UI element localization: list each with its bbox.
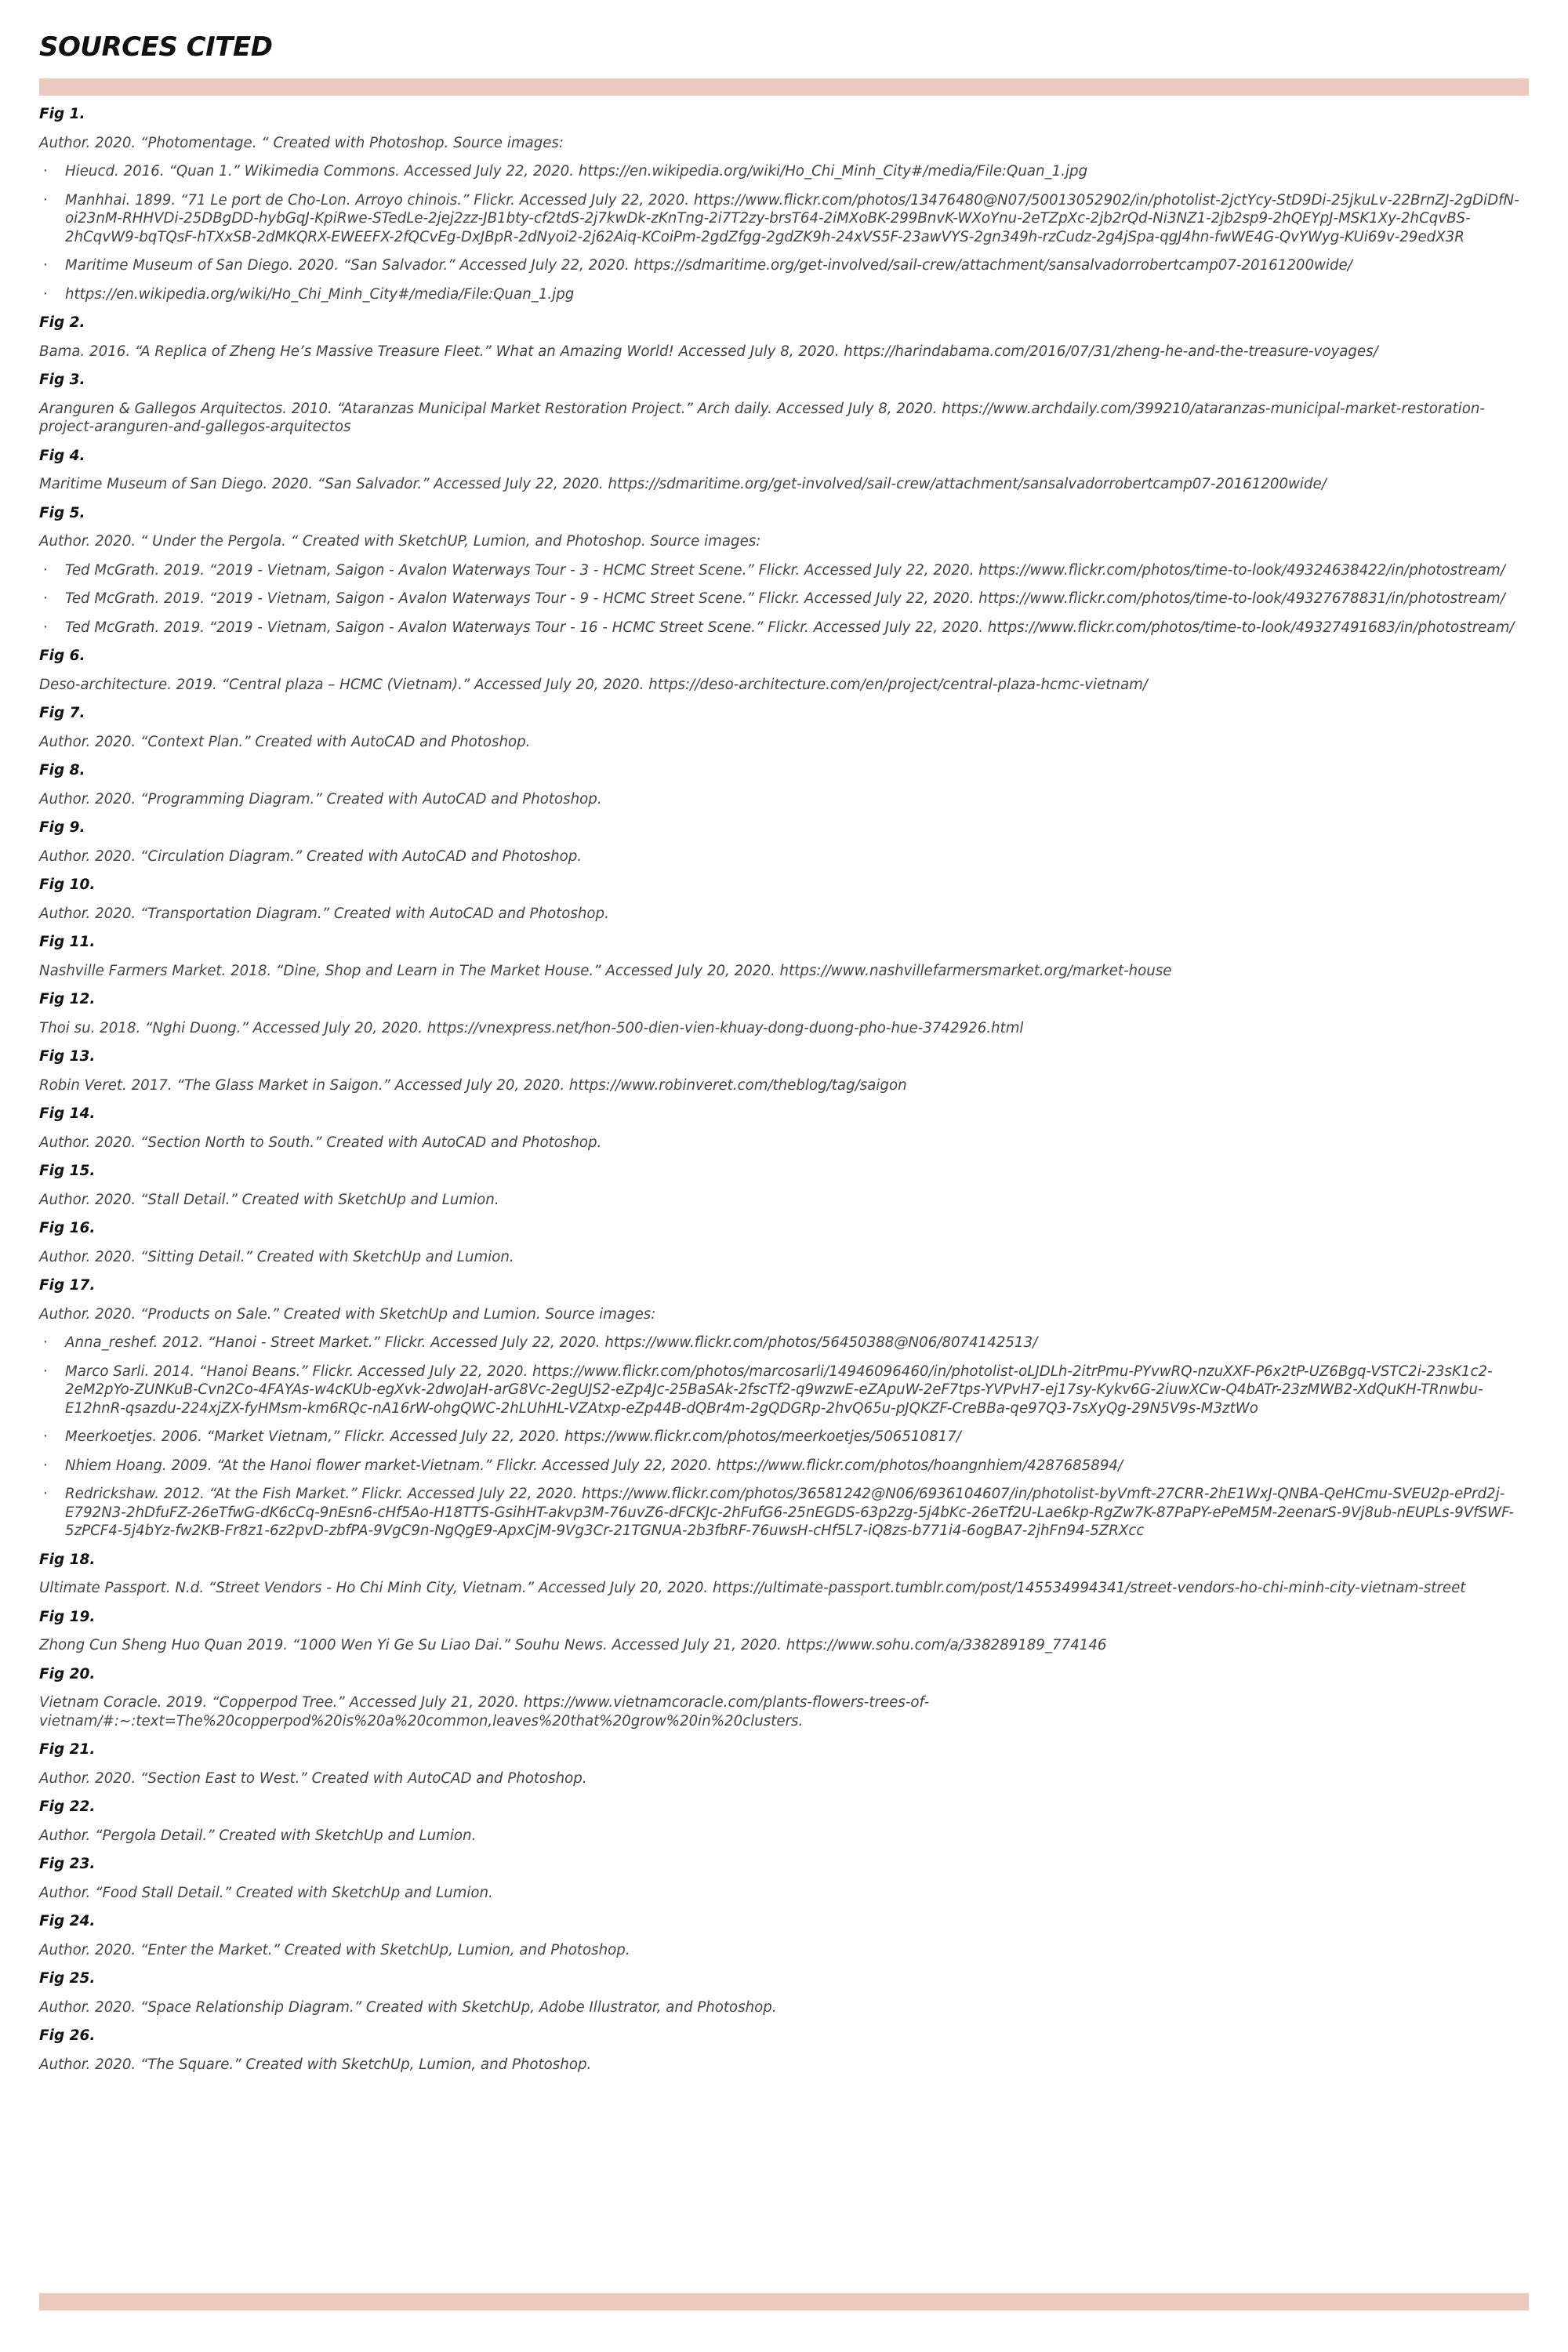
bullet-icon: ·: [43, 1486, 48, 1502]
source-image-text: Meerkoetjes. 2006. “Market Vietnam,” Flickr. Accessed July 22, 2020. https://www.flickr.com/photos/meerkoetjes/506510817/: [65, 1428, 961, 1445]
bullet-icon: ·: [43, 590, 48, 607]
figure-label: Fig 9.: [39, 819, 85, 836]
source-image-item: [39, 619, 1529, 637]
figure-label: Fig 23.: [39, 1856, 96, 1872]
source-image-item: [39, 162, 1529, 181]
figure-label: Fig 26.: [39, 2027, 96, 2044]
citation-text: Deso-architecture. 2019. “Central plaza – HCMC (Vietnam).” Accessed July 20, 2020. https://deso-architecture.com/en/project/central-plaza-hcmc-vietnam/: [39, 676, 1148, 693]
source-image-item: [39, 285, 1529, 304]
source-image-text: Hieucd. 2016. “Quan 1.” Wikimedia Commons. Accessed July 22, 2020. https://en.wikipedia.org/wiki/Ho_Chi_Minh_City#/media/File:Quan_1.jpg: [65, 163, 1088, 180]
figure-label: Fig 22.: [39, 1798, 96, 1815]
citation-text: Author. 2020. “Space Relationship Diagram.” Created with SketchUp, Adobe Illustrator, and Photoshop.: [39, 1998, 777, 2016]
source-image-item: [39, 1363, 1529, 1418]
header-accent-band: [39, 78, 1529, 96]
source-image-item: [39, 1485, 1529, 1541]
bullet-icon: ·: [43, 1457, 48, 1474]
source-image-item: [39, 256, 1529, 275]
source-image-text: Ted McGrath. 2019. “2019 - Vietnam, Saigon - Avalon Waterways Tour - 16 - HCMC Street Scene.” Flickr. Accessed July 22, 2020. https://www.flickr.com/photos/time-to-look/49327491683/in/photostream/: [65, 619, 1515, 636]
bullet-icon: ·: [43, 1363, 48, 1380]
citation-text: Zhong Cun Sheng Huo Quan 2019. “1000 Wen Yi Ge Su Liao Dai.” Souhu News. Accessed July 21, 2020. https://www.sohu.com/a/338289189_774146: [39, 1637, 1107, 1653]
source-image-text: Anna_reshef. 2012. “Hanoi - Street Market.” Flickr. Accessed July 22, 2020. https://www.flickr.com/photos/56450388@N06/8074142513/: [65, 1334, 1038, 1351]
figure-label: Fig 24.: [39, 1913, 96, 1929]
citation-text: Author. 2020. “The Square.” Created with SketchUp, Lumion, and Photoshop.: [39, 2056, 592, 2073]
source-image-item: [39, 561, 1529, 580]
citation-list: [39, 105, 1529, 2074]
figure-label: Fig 4.: [39, 447, 85, 464]
figure-label: Fig 1.: [39, 106, 85, 122]
figure-label: Fig 12.: [39, 991, 96, 1007]
bullet-icon: ·: [43, 1334, 48, 1351]
figure-label: Fig 5.: [39, 504, 85, 521]
citation-text: Author. “Food Stall Detail.” Created with SketchUp and Lumion.: [39, 1884, 493, 1901]
citation-text: Author. 2020. “Photomentage. “ Created with Photoshop. Source images:: [39, 134, 564, 151]
bullet-icon: ·: [43, 191, 48, 209]
source-image-text: Ted McGrath. 2019. “2019 - Vietnam, Saigon - Avalon Waterways Tour - 9 - HCMC Street Scene.” Flickr. Accessed July 22, 2020. https://www.flickr.com/photos/time-to-look/49327678831/in/photostream/: [65, 590, 1505, 607]
figure-label: Fig 2.: [39, 314, 85, 331]
citation-text: Author. 2020. “Section East to West.” Created with AutoCAD and Photoshop.: [39, 1769, 587, 1787]
source-image-text: Marco Sarli. 2014. “Hanoi Beans.” Flickr. Accessed July 22, 2020. https://www.flickr.com/photos/marcosarli/14946096460/in/photolist-oLJDLh-2itrPmu-PYvwRQ-nzuXXF-P6x2tP-UZ6Bgq-VSTC2i-23sK1c2-2eM2pYo-ZUNKuB-Cvn2Co-4FAYAs-w4cKUb-egXvk-2dwoJaH-arG8Vc-2egUJS2-eZp4Jc-25BaSAk-2fscTf2-q9wzwE-eZApuW-2eF7tps-YVPvH7-ej17sy-Kykv6G-2iuwXCw-Q4bATr-23zMWB2-XdQuKH-TRnwbu-E12hnR-qsazdu-224xjZX-fyHMsm-km6RQc-nA16rW-ohgQWC-2hLUhHL-VZAtxp-eZp44B-dQBr4m-2gQDGRp-2hvQ65u-pJQKZF-CreBBa-qe97Q3-7sXyQg-29N5V9s-M3ztWo: [65, 1363, 1493, 1417]
bullet-icon: ·: [43, 163, 48, 180]
source-image-text: Maritime Museum of San Diego. 2020. “San Salvador.” Accessed July 22, 2020. https://sdmaritime.org/get-involved/sail-crew/attachment/sansalvadorrobertcamp07-20161200wide/: [65, 257, 1352, 274]
source-image-text: Redrickshaw. 2012. “At the Fish Market.” Flickr. Accessed July 22, 2020. https://www.flickr.com/photos/36581242@N06/6936104607/in/photolist-byVmft-27CRR-2hE1WxJ-QNBA-QeHCmu-SVEU2p-ePrd2j-E792N3-2hDfuFZ-26eTfwG-dK6cCq-9nEsn6-cHf5Ao-H18TTS-GsihHT-akvp3M-76uvZ6-dFCKJc-2hFufG6-25nEGDS-63p2zg-5j4bKc-26eTf2U-Lae6kp-RgZw7K-87PaPY-ePeM5M-2eenarS-9Vj8ub-nEUPLs-9VfSWF-5zPCF4-5j4bYz-fw2KB-Fr8z1-6z2pvD-zbfPA-9VgC9n-NgQgE9-ApxCjM-9Vg3Cr-21TGNUA-2b3fbRF-76uwsH-cHf5L7-iQ8zs-b771i4-6ogBA7-2jhFn94-5ZRXcc: [65, 1486, 1515, 1539]
citation-text: Aranguren & Gallegos Arquitectos. 2010. “Ataranzas Municipal Market Restoration Project.” Arch daily. Accessed July 8, 2020. https://www.archdaily.com/399210/ataranzas-municipal-market-restoration-project-aranguren-and-gallegos-arquitectos: [39, 400, 1485, 435]
figure-label: Fig 11.: [39, 934, 96, 950]
citation-text: Author. 2020. “Products on Sale.” Created with SketchUp and Lumion. Source images:: [39, 1305, 656, 1323]
bullet-icon: ·: [43, 285, 48, 303]
source-image-item: [39, 1457, 1529, 1475]
citation-text: Author. 2020. “Context Plan.” Created with AutoCAD and Photoshop.: [39, 733, 531, 750]
figure-label: Fig 8.: [39, 762, 85, 779]
citation-text: Author. 2020. “Transportation Diagram.” Created with AutoCAD and Photoshop.: [39, 905, 609, 922]
citation-text: Author. 2020. “Section North to South.” Created with AutoCAD and Photoshop.: [39, 1134, 602, 1151]
figure-label: Fig 17.: [39, 1277, 96, 1294]
figure-label: Fig 16.: [39, 1220, 96, 1236]
source-image-item: [39, 1334, 1529, 1352]
citation-text: Author. “Pergola Detail.” Created with SketchUp and Lumion.: [39, 1827, 477, 1844]
source-image-item: [39, 590, 1529, 608]
source-image-item: [39, 191, 1529, 247]
citation-text: Thoi su. 2018. “Nghi Duong.” Accessed July 20, 2020. https://vnexpress.net/hon-500-dien-vien-khuay-dong-duong-pho-hue-3742926.html: [39, 1019, 1024, 1036]
figure-label: Fig 10.: [39, 877, 96, 893]
bullet-icon: ·: [43, 1428, 48, 1445]
figure-label: Fig 25.: [39, 1970, 96, 1987]
citation-text: Author. 2020. “Enter the Market.” Created with SketchUp, Lumion, and Photoshop.: [39, 1941, 630, 1958]
citation-text: Author. 2020. “Circulation Diagram.” Created with AutoCAD and Photoshop.: [39, 848, 583, 865]
footer-accent-band: [39, 2293, 1529, 2310]
source-image-text: https://en.wikipedia.org/wiki/Ho_Chi_Minh_City#/media/File:Quan_1.jpg: [65, 285, 575, 303]
figure-label: Fig 21.: [39, 1741, 96, 1758]
citation-text: Author. 2020. “Stall Detail.” Created with SketchUp and Lumion.: [39, 1191, 499, 1208]
figure-label: Fig 20.: [39, 1665, 96, 1682]
figure-label: Fig 6.: [39, 648, 85, 664]
citation-text: Author. 2020. “ Under the Pergola. “ Created with SketchUP, Lumion, and Photoshop. Source images:: [39, 533, 761, 550]
citation-text: Maritime Museum of San Diego. 2020. “San Salvador.” Accessed July 22, 2020. https://sdmaritime.org/get-involved/sail-crew/attachment/sansalvadorrobertcamp07-20161200wide/: [39, 476, 1327, 492]
figure-label: Fig 15.: [39, 1163, 96, 1179]
source-image-item: [39, 1428, 1529, 1446]
citation-text: Robin Veret. 2017. “The Glass Market in Saigon.” Accessed July 20, 2020. https://www.robinveret.com/theblog/tag/saigon: [39, 1076, 907, 1094]
citation-text: Nashville Farmers Market. 2018. “Dine, Shop and Learn in The Market House.” Accessed July 20, 2020. https://www.nashvillefarmersmarket.org/market-house: [39, 962, 1172, 979]
bullet-icon: ·: [43, 561, 48, 579]
source-image-text: Ted McGrath. 2019. “2019 - Vietnam, Saigon - Avalon Waterways Tour - 3 - HCMC Street Scene.” Flickr. Accessed July 22, 2020. https://www.flickr.com/photos/time-to-look/49324638422/in/photostream/: [65, 561, 1505, 579]
citation-text: Vietnam Coracle. 2019. “Copperpod Tree.” Accessed July 21, 2020. https://www.vietnamcoracle.com/plants-flowers-trees-of-vietnam/#:~:text=The%20copperpod%20is%20a%20common,leaves%20that%20grow%20in%20clusters.: [39, 1694, 930, 1730]
source-image-text: Nhiem Hoang. 2009. “At the Hanoi flower market-Vietnam.” Flickr. Accessed July 22, 2020. https://www.flickr.com/photos/hoangnhiem/4287685894/: [65, 1457, 1123, 1474]
citation-text: Author. 2020. “Sitting Detail.” Created with SketchUp and Lumion.: [39, 1248, 514, 1265]
figure-label: Fig 13.: [39, 1048, 96, 1065]
figure-label: Fig 14.: [39, 1105, 96, 1122]
bullet-icon: ·: [43, 619, 48, 636]
page-title: SOURCES CITED: [39, 31, 273, 63]
citation-text: Ultimate Passport. N.d. “Street Vendors - Ho Chi Minh City, Vietnam.” Accessed July 20, 2020. https://ultimate-passport.tumblr.com/post/145534994341/street-vendors-ho-chi-minh-city-vietnam-street: [39, 1580, 1466, 1596]
figure-label: Fig 19.: [39, 1608, 96, 1625]
bullet-icon: ·: [43, 257, 48, 274]
figure-label: Fig 7.: [39, 705, 85, 721]
figure-label: Fig 3.: [39, 372, 85, 388]
figure-label: Fig 18.: [39, 1551, 96, 1568]
citation-text: Bama. 2016. “A Replica of Zheng He’s Massive Treasure Fleet.” What an Amazing World! Accessed July 8, 2020. https://harindabama.com/2016/07/31/zheng-he-and-the-treasure-voyages/: [39, 343, 1378, 360]
source-image-text: Manhhai. 1899. “71 Le port de Cho-Lon. Arroyo chinois.” Flickr. Accessed July 22, 2020. https://www.flickr.com/photos/13476480@N07/50013052902/in/photolist-2jctYcy-StD9Di-25jkuLv-22BrnZJ-2gDiDfN-oi23nM-RHHVDi-25DBgDD-hybGqJ-KpiRwe-STedLe-2jej2zz-JB1bty-cf2tdS-2j7kwDk-zKnTng-2i7T2zy-brsT64-2iMXoBK-299BnvK-WXoYnu-2eTZpXc-2jb2rQd-Ni3NZ1-2jb2sp9-2hQEYpJ-MSK1Xy-2hCqvBS-2hCqvW9-bqTQsF-hTXxSB-2dMKQRX-EWEEFX-2fQCvEg-DxJBpR-2dNyoi2-2j62Aiq-KCoiPm-2gdZfgg-2gdZK9h-24xVS5F-23awVYS-2gn349h-rzCudz-2g4jSpa-qgJ4hn-fwWE4G-QvYWyg-KUi69v-29edX3R: [65, 191, 1519, 245]
citation-text: Author. 2020. “Programming Diagram.” Created with AutoCAD and Photoshop.: [39, 790, 602, 808]
